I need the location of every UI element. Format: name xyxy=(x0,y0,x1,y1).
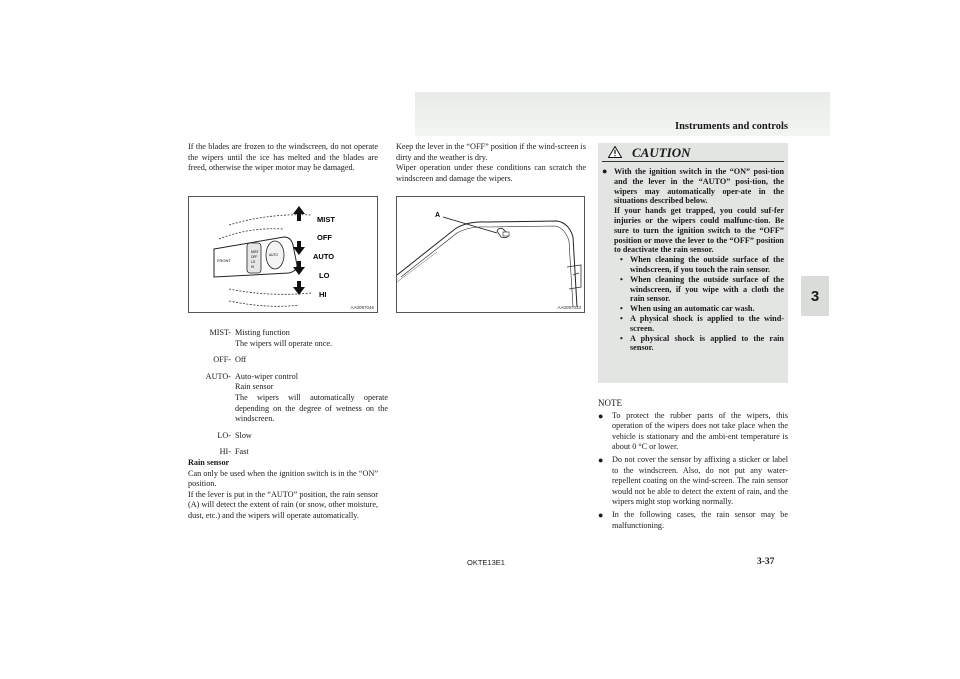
section-title: Instruments and controls xyxy=(675,121,788,132)
definition-term: AUTO- xyxy=(205,371,231,381)
definition-item xyxy=(188,328,388,349)
note-item: To protect the rubber parts of the wipers, this operation of the wipers does not take place when the vehicle is stationary and the ambi-ent temperature is about 0 °C or lower. xyxy=(612,410,788,452)
switch-mist-text: MIST xyxy=(251,250,259,254)
label-hi: HI xyxy=(319,290,327,299)
label-auto: AUTO xyxy=(313,252,335,261)
switch-front-text: FRONT xyxy=(217,258,231,263)
figure-code: AA0097046 xyxy=(350,305,374,310)
lever-definitions xyxy=(188,328,388,464)
caution-item: When using an automatic car wash. xyxy=(630,304,755,314)
bullet-icon: ● xyxy=(598,509,604,520)
definition-text: Misting function xyxy=(235,328,290,337)
rain-sensor-heading: Rain sensor xyxy=(188,458,230,467)
chapter-tab: 3 xyxy=(801,276,829,316)
definition-item xyxy=(188,431,388,442)
caution-main-text: With the ignition switch in the “ON” posi-tion and the lever in the “AUTO” posi-tion, the wipers may automatically oper-ate in the situations described below. xyxy=(614,167,784,206)
label-lo: LO xyxy=(319,271,330,280)
definition-detail: The wipers will operate once. xyxy=(235,338,333,348)
definition-term: HI- xyxy=(219,447,231,457)
middle-text xyxy=(396,142,586,184)
definition-item xyxy=(188,355,388,366)
caution-extra-text: If your hands get trapped, you could suf-fer injuries or the wipers could malfunc-tion. Be sure to turn the ignition switch to the “OFF” position or move the lever to the “OFF” position to deactivate the rain sensor. xyxy=(614,206,784,255)
bullet-icon: ● xyxy=(598,454,604,465)
definition-term: OFF- xyxy=(213,355,231,365)
switch-hi-text: HI xyxy=(251,265,255,269)
switch-lo-text: LO xyxy=(251,260,256,264)
definition-detail: Rain sensor xyxy=(235,382,274,392)
caution-item: A physical shock is applied to the rain sensor. xyxy=(630,333,784,353)
definition-text: Auto-wiper control xyxy=(235,371,298,381)
note-item: In the following cases, the rain sensor may be malfunctioning. xyxy=(612,509,788,530)
windscreen-illustration xyxy=(397,197,584,312)
wiper-lever-illustration xyxy=(189,197,377,312)
rain-sensor-section xyxy=(188,458,378,522)
definition-text: Slow xyxy=(235,430,252,440)
bullet-icon: ● xyxy=(602,166,608,176)
sensor-label-a: A xyxy=(435,212,441,219)
warning-triangle-icon xyxy=(608,146,622,158)
note-item: Do not cover the sensor by affixing a sticker or label to the windscreen. Also, do not put any water-repellent coating on the wind-screen. The rain sensor would not be able to detect the extent of rain, and the wipers might stop working normally. xyxy=(612,454,788,507)
definition-term: LO- xyxy=(217,430,231,440)
wiper-lever-figure xyxy=(188,196,378,313)
caution-title: CAUTION xyxy=(632,145,691,160)
figure-code: AA0097033 xyxy=(557,305,581,310)
bullet-icon: ● xyxy=(598,410,604,421)
definition-term: MIST- xyxy=(209,328,231,337)
definition-item xyxy=(188,372,388,425)
caution-item: When cleaning the outside surface of the windscreen, if you wipe with a cloth the rain sensor. xyxy=(630,274,784,304)
footer-code: OKTE13E1 xyxy=(467,558,505,567)
switch-off-text: OFF xyxy=(251,255,258,259)
caution-box: CAUTION ● With the ignition switch in the “ON” posi-tion and the lever in the “AUTO” posi-tion, the wipers may automatically oper-ate in the situations described below. If your hands get trapped, you could suf-fer injuries or the wipers could malfunc-tion. Be sure to turn the ignition switch to the “OFF” position or move the lever to the “OFF” position to deactivate the rain sensor. • When cleaning the outside surface of the windscreen, if you touch the rain sensor. • When cleaning the outside surface of the windscreen, if you wipe with a cloth the rain sensor. • When using an automatic car wash. • A physical shock is applied to the wind-screen. • A physical shock is applied to the rain sensor. xyxy=(598,143,788,383)
rain-sensor-paragraph: Can only be used when the ignition switch is in the “ON” position. xyxy=(188,468,378,489)
page-number: 3-37 xyxy=(757,557,775,567)
rain-sensor-paragraph: If the lever is put in the “AUTO” position, the rain sensor (A) will detect the extent of rain (or snow, other moisture, dust, etc.) and the wipers will operate automatically. xyxy=(188,489,378,520)
definition-text: Fast xyxy=(235,447,249,457)
intro-paragraph: If the blades are frozen to the windscreen, do not operate the wipers until the ice has melted and the blades are freed, otherwise the wiper motor may be damaged. xyxy=(188,142,378,173)
arrow-down-icon xyxy=(293,281,305,295)
arrow-up-icon xyxy=(293,206,305,221)
caution-item: When cleaning the outside surface of the windscreen, if you touch the rain sensor. xyxy=(630,255,784,274)
note-section xyxy=(598,398,788,531)
rain-sensor-figure xyxy=(396,196,585,313)
note-title: NOTE xyxy=(598,398,622,408)
definition-item xyxy=(188,447,388,458)
paragraph: Keep the lever in the “OFF” position if the wind-screen is dirty and the weather is dry. xyxy=(396,142,586,162)
paragraph: Wiper operation under these conditions can scratch the windscreen and damage the wipers. xyxy=(396,163,586,183)
definition-detail: The wipers will automatically operate depending on the degree of wetness on the windscreen. xyxy=(235,392,388,424)
label-mist: MIST xyxy=(317,215,335,224)
caution-item: A physical shock is applied to the wind-screen. xyxy=(630,313,784,333)
label-off: OFF xyxy=(317,233,332,242)
switch-auto-text: AUTO xyxy=(269,253,278,257)
definition-text: Off xyxy=(235,355,247,365)
